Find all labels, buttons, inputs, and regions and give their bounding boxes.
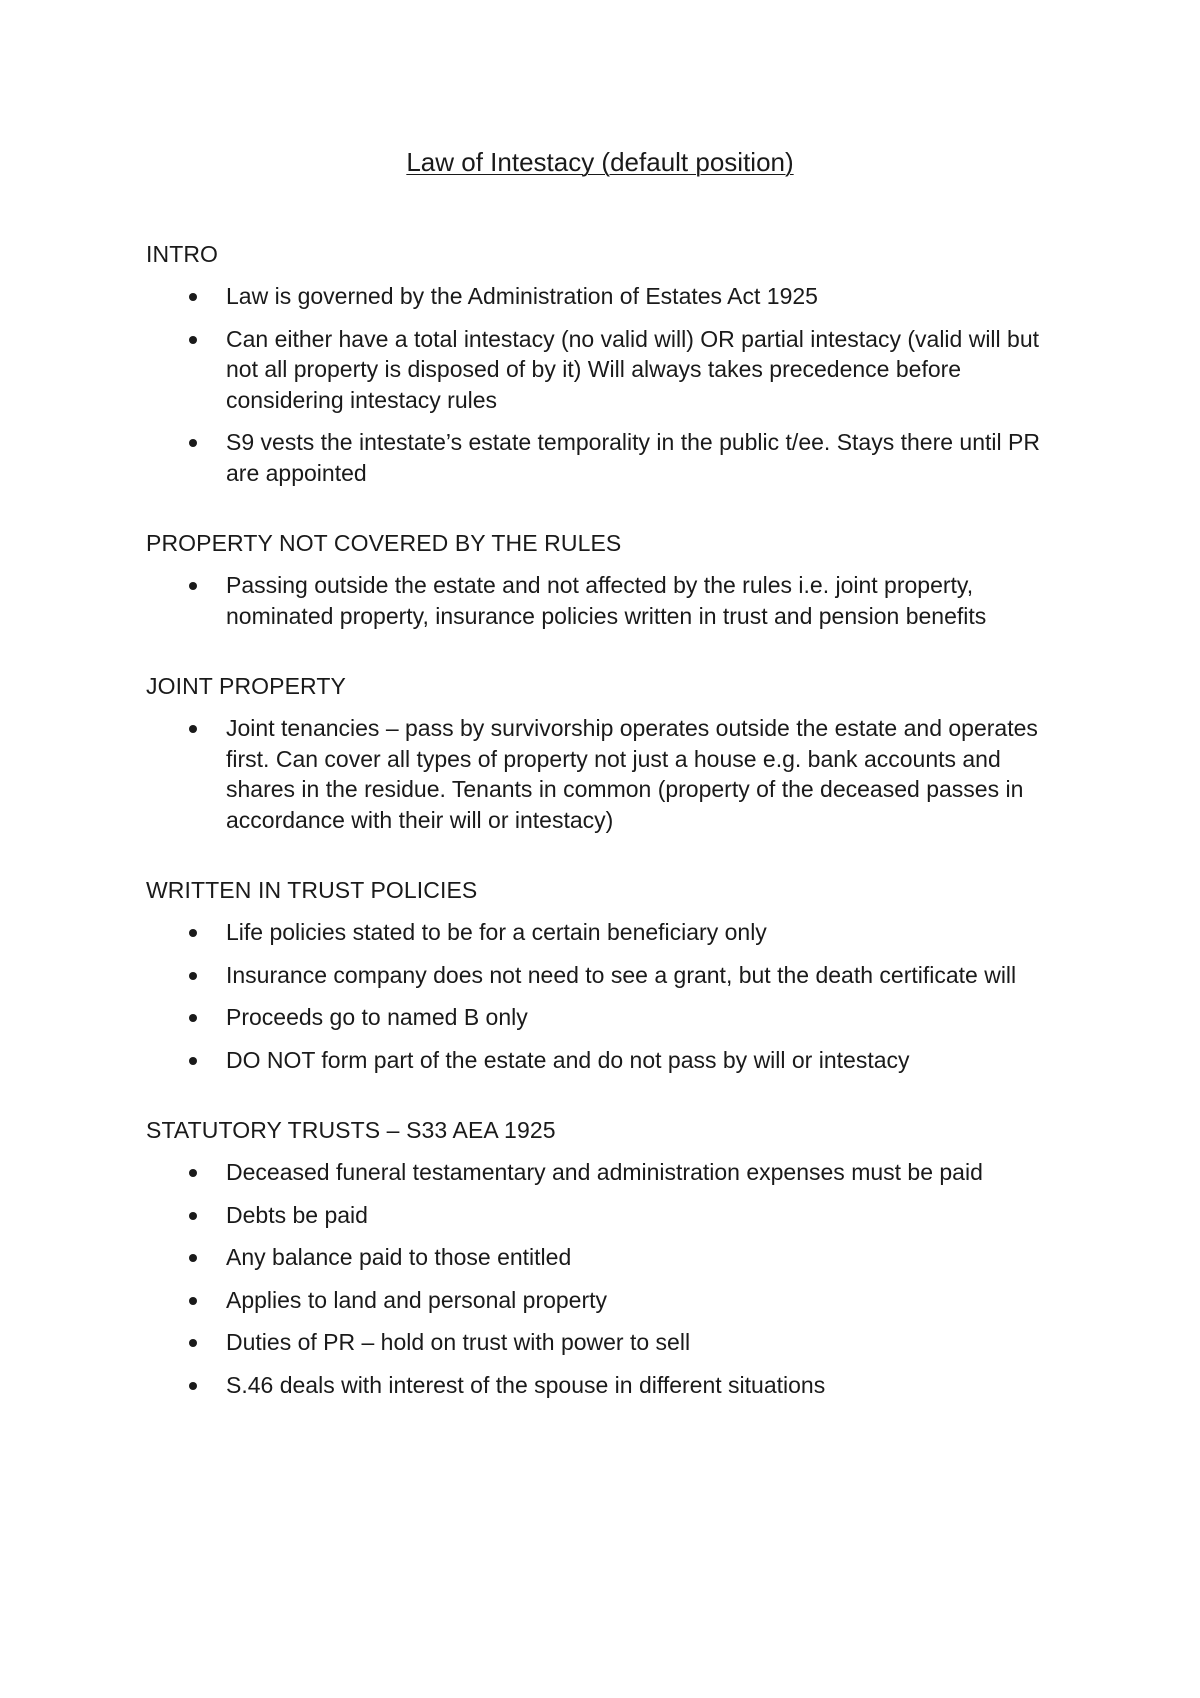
bullet-list <box>146 281 1076 488</box>
list-item <box>146 713 1076 835</box>
bullet-icon <box>189 336 197 344</box>
bullet-list <box>146 713 1076 835</box>
list-item-text: Life policies stated to be for a certain beneficiary only <box>226 919 767 945</box>
list-item <box>146 281 1076 312</box>
section-written-in-trust <box>146 875 1076 1075</box>
section-statutory-trusts <box>146 1115 1076 1400</box>
document-body <box>146 239 1076 1440</box>
list-item <box>146 324 1076 416</box>
bullet-icon <box>189 1014 197 1022</box>
bullet-icon <box>189 1297 197 1305</box>
list-item <box>146 1002 1076 1033</box>
bullet-icon <box>189 582 197 590</box>
section-property-not-covered <box>146 528 1076 631</box>
list-item-text: Can either have a total intestacy (no valid will) OR partial intestacy (valid will but not all property is disposed of by it) Will always takes precedence before considering intestacy rules <box>226 325 1040 413</box>
section-heading: PROPERTY NOT COVERED BY THE RULES <box>146 530 622 556</box>
bullet-icon <box>189 1382 197 1390</box>
list-item <box>146 1045 1076 1076</box>
list-item-text: Deceased funeral testamentary and administration expenses must be paid <box>226 1159 983 1185</box>
list-item <box>146 1285 1076 1316</box>
list-item-text: S9 vests the intestate’s estate temporality in the public t/ee. Stays there until PR are appointed <box>226 429 1040 486</box>
bullet-list <box>146 570 1076 631</box>
section-joint-property <box>146 671 1076 835</box>
list-item <box>146 917 1076 948</box>
list-item-text: Debts be paid <box>226 1201 368 1228</box>
list-item-text: Insurance company does not need to see a grant, but the death certificate will <box>226 961 1017 988</box>
bullet-icon <box>189 1254 197 1262</box>
bullet-icon <box>189 929 197 937</box>
list-item-text: Any balance paid to those entitled <box>226 1244 572 1270</box>
bullet-icon <box>189 972 197 980</box>
section-heading: STATUTORY TRUSTS – S33 AEA 1925 <box>146 1117 556 1143</box>
section-heading: INTRO <box>146 241 219 267</box>
list-item-text: DO NOT form part of the estate and do not pass by will or intestacy <box>226 1046 910 1073</box>
bullet-icon <box>189 293 197 301</box>
section-heading: JOINT PROPERTY <box>146 673 346 699</box>
bullet-icon <box>189 1057 197 1065</box>
bullet-icon <box>189 725 197 733</box>
section-intro <box>146 239 1076 488</box>
document-title: Law of Intestacy (default position) <box>406 147 794 177</box>
list-item <box>146 1242 1076 1273</box>
list-item-text: S.46 deals with interest of the spouse in different situations <box>226 1371 826 1398</box>
list-item-text: Duties of PR – hold on trust with power to sell <box>226 1329 691 1355</box>
list-item-text: Law is governed by the Administration of Estates Act 1925 <box>226 283 818 309</box>
list-item <box>146 1370 1076 1401</box>
list-item <box>146 1157 1076 1188</box>
bullet-list <box>146 1157 1076 1400</box>
bullet-icon <box>189 1212 197 1220</box>
section-heading: WRITTEN IN TRUST POLICIES <box>146 877 478 903</box>
list-item-text: Applies to land and personal property <box>226 1286 608 1313</box>
list-item-text: Proceeds go to named B only <box>226 1004 528 1030</box>
list-item-text: Passing outside the estate and not affected by the rules i.e. joint property, nominated property, insurance policies written in trust and pension benefits <box>226 572 987 629</box>
bullet-icon <box>189 439 197 447</box>
list-item <box>146 960 1076 991</box>
list-item <box>146 570 1076 631</box>
bullet-icon <box>189 1169 197 1177</box>
list-item <box>146 427 1076 488</box>
list-item <box>146 1327 1076 1358</box>
list-item-text: Joint tenancies – pass by survivorship operates outside the estate and operates first. Can cover all types of property not just a house e.g. bank accounts and shares in the residue. Tenants in common (property of the deceased passes in accordance with their will or intestacy) <box>226 715 1038 833</box>
bullet-icon <box>189 1339 197 1347</box>
list-item <box>146 1200 1076 1231</box>
bullet-list <box>146 917 1076 1075</box>
